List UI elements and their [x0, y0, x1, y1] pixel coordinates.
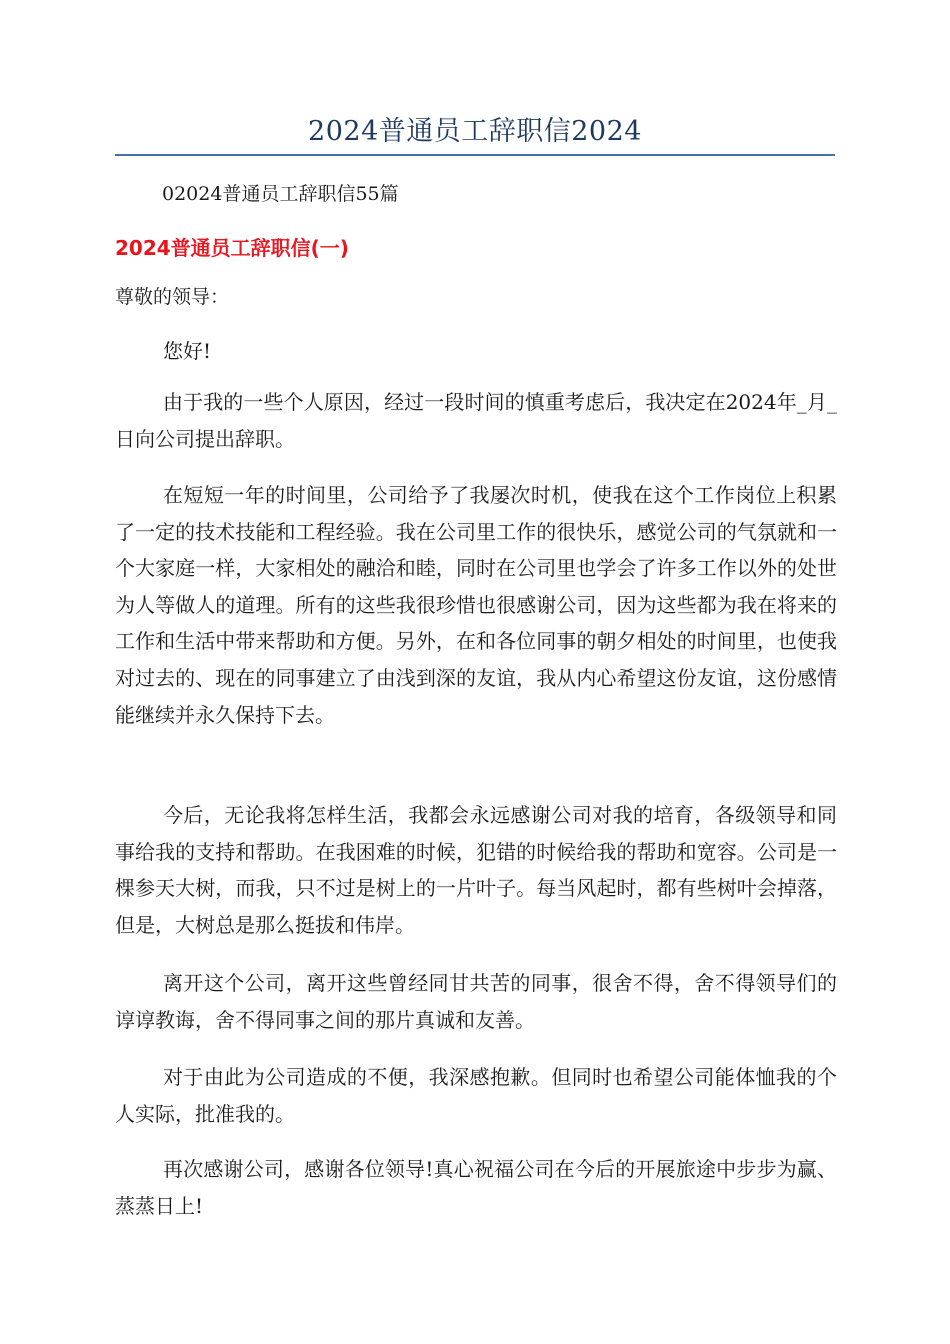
letter-greeting: 您好! — [163, 339, 212, 363]
body-paragraph: 再次感谢公司，感谢各位领导!真心祝福公司在今后的开展旅途中步步为赢、蒸蒸日上! — [115, 1157, 837, 1218]
letter-salutation: 尊敬的领导： — [115, 286, 230, 308]
document-title: 2024普通员工辞职信2024 — [308, 116, 642, 147]
body-paragraph: 对于由此为公司造成的不便，我深感抱歉。但同时也希望公司能体恤我的个人实际，批准我的。 — [115, 1065, 837, 1126]
body-paragraph: 今后，无论我将怎样生活，我都会永远感谢公司对我的培育，各级领导和同事给我的支持和帮助。在我困难的时候，犯错的时候给我的帮助和宽容。公司是一棵参天大树，而我，只不过是树上的一片叶子。每当风起时，都有些树叶会掉落，但是，大树总是那么挺拔和伟岸。 — [115, 803, 837, 937]
body-paragraph: 离开这个公司，离开这些曾经同甘共苦的同事，很舍不得，舍不得领导们的谆谆教诲，舍不得同事之间的那片真诚和友善。 — [115, 971, 837, 1032]
section-heading: 2024普通员工辞职信(一) — [115, 236, 349, 260]
body-paragraph: 由于我的一些个人原因，经过一段时间的慎重考虑后，我决定在2024年_月_日向公司提出辞职。 — [115, 390, 837, 451]
document-subtitle: 02024普通员工辞职信55篇 — [162, 183, 399, 205]
body-paragraph: 在短短一年的时间里，公司给予了我屡次时机，使我在这个工作岗位上积累了一定的技术技能和工程经验。我在公司里工作的很快乐，感觉公司的气氛就和一个大家庭一样，大家相处的融洽和睦，同时在公司里也学会了许多工作以外的处世为人等做人的道理。所有的这些我很珍惜也很感谢公司，因为这些都为我在将来的工作和生活中带来帮助和方便。另外，在和各位同事的朝夕相处的时间里，也使我对过去的、现在的同事建立了由浅到深的友谊，我从内心希望这份友谊，这份感情能继续并永久保持下去。 — [115, 483, 837, 727]
title-underline — [115, 154, 835, 156]
